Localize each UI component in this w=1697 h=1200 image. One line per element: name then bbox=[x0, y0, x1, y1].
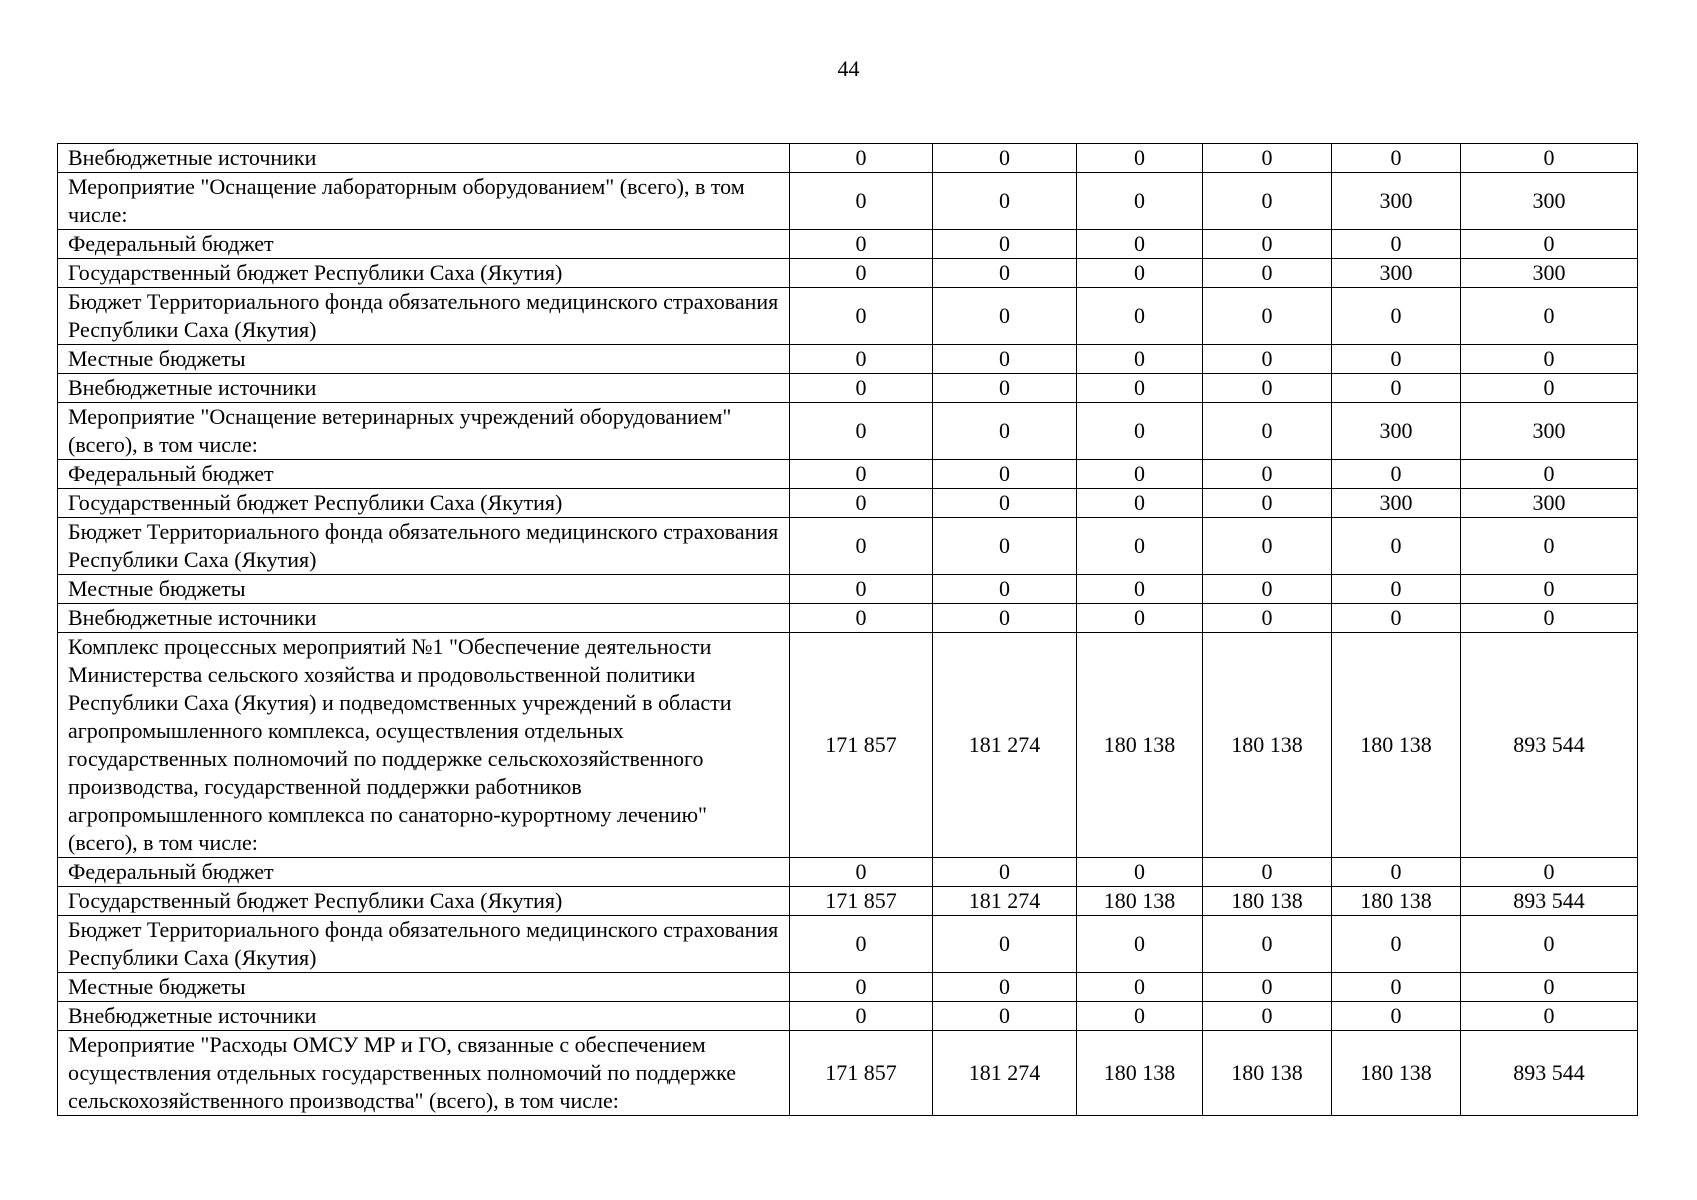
value-cell: 0 bbox=[1077, 374, 1203, 403]
value-cell: 0 bbox=[1461, 230, 1638, 259]
table-row bbox=[58, 518, 1638, 575]
row-label: Бюджет Территориального фонда обязательного медицинского страхования Республики Саха (Якутия) bbox=[58, 916, 790, 973]
value-cell: 0 bbox=[1203, 460, 1332, 489]
value-cell: 0 bbox=[1332, 288, 1461, 345]
value-cell: 0 bbox=[1461, 1002, 1638, 1031]
value-cell: 0 bbox=[933, 173, 1077, 230]
value-cell: 181 274 bbox=[933, 887, 1077, 916]
value-cell: 0 bbox=[933, 374, 1077, 403]
value-cell: 0 bbox=[1461, 144, 1638, 173]
value-cell: 0 bbox=[1203, 973, 1332, 1002]
value-cell: 0 bbox=[1461, 604, 1638, 633]
value-cell: 0 bbox=[1332, 858, 1461, 887]
table-row bbox=[58, 973, 1638, 1002]
value-cell: 0 bbox=[1077, 345, 1203, 374]
value-cell: 0 bbox=[1461, 858, 1638, 887]
table-row bbox=[58, 144, 1638, 173]
value-cell: 0 bbox=[933, 144, 1077, 173]
value-cell: 180 138 bbox=[1077, 887, 1203, 916]
value-cell: 300 bbox=[1461, 173, 1638, 230]
value-cell: 0 bbox=[1077, 858, 1203, 887]
budget-table-body bbox=[58, 144, 1638, 1116]
value-cell: 0 bbox=[1077, 288, 1203, 345]
value-cell: 893 544 bbox=[1461, 887, 1638, 916]
value-cell: 180 138 bbox=[1203, 633, 1332, 858]
value-cell: 0 bbox=[1077, 575, 1203, 604]
value-cell: 180 138 bbox=[1077, 1031, 1203, 1116]
value-cell: 0 bbox=[1203, 403, 1332, 460]
value-cell: 0 bbox=[790, 1002, 933, 1031]
page-number: 44 bbox=[837, 56, 860, 81]
table-row bbox=[58, 259, 1638, 288]
row-label: Внебюджетные источники bbox=[58, 604, 790, 633]
value-cell: 893 544 bbox=[1461, 633, 1638, 858]
value-cell: 0 bbox=[790, 489, 933, 518]
row-label: Федеральный бюджет bbox=[58, 460, 790, 489]
value-cell: 0 bbox=[1203, 230, 1332, 259]
row-label: Мероприятие "Расходы ОМСУ МР и ГО, связанные с обеспечением осуществления отдельных государственных полномочий по поддержке сельскохозяйственного производства" (всего), в том числе: bbox=[58, 1031, 790, 1116]
table-row bbox=[58, 887, 1638, 916]
value-cell: 171 857 bbox=[790, 1031, 933, 1116]
table-row bbox=[58, 1002, 1638, 1031]
value-cell: 181 274 bbox=[933, 633, 1077, 858]
row-label: Федеральный бюджет bbox=[58, 230, 790, 259]
value-cell: 0 bbox=[1077, 230, 1203, 259]
value-cell: 300 bbox=[1461, 403, 1638, 460]
value-cell: 0 bbox=[790, 973, 933, 1002]
value-cell: 0 bbox=[933, 489, 1077, 518]
value-cell: 0 bbox=[790, 604, 933, 633]
value-cell: 0 bbox=[790, 230, 933, 259]
value-cell: 0 bbox=[1077, 518, 1203, 575]
value-cell: 180 138 bbox=[1203, 1031, 1332, 1116]
value-cell: 0 bbox=[1077, 604, 1203, 633]
value-cell: 0 bbox=[790, 173, 933, 230]
value-cell: 300 bbox=[1461, 489, 1638, 518]
value-cell: 180 138 bbox=[1332, 1031, 1461, 1116]
value-cell: 0 bbox=[1203, 173, 1332, 230]
table-row bbox=[58, 489, 1638, 518]
value-cell: 0 bbox=[790, 345, 933, 374]
value-cell: 0 bbox=[933, 916, 1077, 973]
value-cell: 0 bbox=[933, 858, 1077, 887]
value-cell: 0 bbox=[1203, 858, 1332, 887]
value-cell: 300 bbox=[1332, 259, 1461, 288]
value-cell: 0 bbox=[790, 144, 933, 173]
value-cell: 0 bbox=[1077, 489, 1203, 518]
value-cell: 0 bbox=[790, 460, 933, 489]
value-cell: 180 138 bbox=[1332, 633, 1461, 858]
value-cell: 0 bbox=[1461, 288, 1638, 345]
value-cell: 300 bbox=[1332, 173, 1461, 230]
value-cell: 0 bbox=[1332, 973, 1461, 1002]
row-label: Внебюджетные источники bbox=[58, 1002, 790, 1031]
value-cell: 0 bbox=[1077, 460, 1203, 489]
value-cell: 0 bbox=[1332, 144, 1461, 173]
value-cell: 0 bbox=[933, 973, 1077, 1002]
value-cell: 0 bbox=[1077, 916, 1203, 973]
value-cell: 0 bbox=[933, 575, 1077, 604]
value-cell: 0 bbox=[1461, 575, 1638, 604]
row-label: Внебюджетные источники bbox=[58, 144, 790, 173]
table-row bbox=[58, 916, 1638, 973]
value-cell: 300 bbox=[1461, 259, 1638, 288]
value-cell: 0 bbox=[933, 403, 1077, 460]
value-cell: 0 bbox=[1461, 973, 1638, 1002]
value-cell: 0 bbox=[933, 288, 1077, 345]
value-cell: 0 bbox=[933, 460, 1077, 489]
value-cell: 0 bbox=[933, 230, 1077, 259]
table-row bbox=[58, 1031, 1638, 1116]
value-cell: 180 138 bbox=[1332, 887, 1461, 916]
row-label: Мероприятие "Оснащение ветеринарных учреждений оборудованием" (всего), в том числе: bbox=[58, 403, 790, 460]
value-cell: 0 bbox=[933, 345, 1077, 374]
row-label: Местные бюджеты bbox=[58, 575, 790, 604]
table-row bbox=[58, 345, 1638, 374]
value-cell: 0 bbox=[1461, 916, 1638, 973]
value-cell: 0 bbox=[1203, 604, 1332, 633]
value-cell: 0 bbox=[1332, 518, 1461, 575]
row-label: Мероприятие "Оснащение лабораторным оборудованием" (всего), в том числе: bbox=[58, 173, 790, 230]
value-cell: 0 bbox=[1203, 345, 1332, 374]
value-cell: 0 bbox=[1203, 288, 1332, 345]
row-label: Государственный бюджет Республики Саха (Якутия) bbox=[58, 489, 790, 518]
value-cell: 0 bbox=[1203, 144, 1332, 173]
value-cell: 0 bbox=[790, 259, 933, 288]
value-cell: 0 bbox=[1461, 374, 1638, 403]
value-cell: 0 bbox=[933, 259, 1077, 288]
value-cell: 0 bbox=[1461, 460, 1638, 489]
value-cell: 0 bbox=[1203, 489, 1332, 518]
value-cell: 0 bbox=[1461, 345, 1638, 374]
table-row bbox=[58, 858, 1638, 887]
row-label: Государственный бюджет Республики Саха (Якутия) bbox=[58, 259, 790, 288]
value-cell: 0 bbox=[790, 858, 933, 887]
table-row bbox=[58, 173, 1638, 230]
value-cell: 0 bbox=[1203, 1002, 1332, 1031]
value-cell: 0 bbox=[1332, 460, 1461, 489]
row-label: Внебюджетные источники bbox=[58, 374, 790, 403]
value-cell: 300 bbox=[1332, 489, 1461, 518]
value-cell: 0 bbox=[1332, 575, 1461, 604]
table-row bbox=[58, 604, 1638, 633]
budget-table bbox=[57, 143, 1638, 1116]
row-label: Комплекс процессных мероприятий №1 "Обеспечение деятельности Министерства сельского хозяйства и продовольственной политики Республики Саха (Якутия) и подведомственных учреждений в области агропромышленного комплекса, осуществления отдельных государственных полномочий по поддержке сельскохозяйственного производства, государственной поддержки работников агропромышленного комплекса по санаторно-курортному лечению" (всего), в том числе: bbox=[58, 633, 790, 858]
value-cell: 0 bbox=[933, 604, 1077, 633]
table-row bbox=[58, 374, 1638, 403]
value-cell: 0 bbox=[1332, 374, 1461, 403]
value-cell: 0 bbox=[1332, 604, 1461, 633]
row-label: Государственный бюджет Республики Саха (Якутия) bbox=[58, 887, 790, 916]
value-cell: 0 bbox=[1077, 144, 1203, 173]
table-row bbox=[58, 460, 1638, 489]
value-cell: 0 bbox=[1077, 403, 1203, 460]
row-label: Бюджет Территориального фонда обязательного медицинского страхования Республики Саха (Якутия) bbox=[58, 288, 790, 345]
value-cell: 0 bbox=[1332, 1002, 1461, 1031]
value-cell: 171 857 bbox=[790, 887, 933, 916]
value-cell: 180 138 bbox=[1203, 887, 1332, 916]
table-row bbox=[58, 288, 1638, 345]
value-cell: 0 bbox=[790, 916, 933, 973]
value-cell: 0 bbox=[790, 288, 933, 345]
value-cell: 0 bbox=[790, 518, 933, 575]
value-cell: 0 bbox=[790, 403, 933, 460]
value-cell: 0 bbox=[1203, 259, 1332, 288]
value-cell: 893 544 bbox=[1461, 1031, 1638, 1116]
table-row bbox=[58, 403, 1638, 460]
row-label: Бюджет Территориального фонда обязательного медицинского страхования Республики Саха (Якутия) bbox=[58, 518, 790, 575]
value-cell: 0 bbox=[1077, 973, 1203, 1002]
value-cell: 0 bbox=[1077, 1002, 1203, 1031]
value-cell: 300 bbox=[1332, 403, 1461, 460]
row-label: Местные бюджеты bbox=[58, 973, 790, 1002]
value-cell: 0 bbox=[1203, 916, 1332, 973]
value-cell: 0 bbox=[790, 575, 933, 604]
value-cell: 0 bbox=[1077, 173, 1203, 230]
value-cell: 0 bbox=[1203, 575, 1332, 604]
row-label: Федеральный бюджет bbox=[58, 858, 790, 887]
value-cell: 0 bbox=[790, 374, 933, 403]
value-cell: 0 bbox=[933, 1002, 1077, 1031]
table-row bbox=[58, 230, 1638, 259]
value-cell: 0 bbox=[1077, 259, 1203, 288]
value-cell: 0 bbox=[1332, 345, 1461, 374]
value-cell: 0 bbox=[1203, 374, 1332, 403]
value-cell: 171 857 bbox=[790, 633, 933, 858]
value-cell: 0 bbox=[1461, 518, 1638, 575]
row-label: Местные бюджеты bbox=[58, 345, 790, 374]
value-cell: 181 274 bbox=[933, 1031, 1077, 1116]
table-row bbox=[58, 575, 1638, 604]
value-cell: 0 bbox=[1332, 916, 1461, 973]
value-cell: 0 bbox=[1203, 518, 1332, 575]
value-cell: 0 bbox=[1332, 230, 1461, 259]
value-cell: 0 bbox=[933, 518, 1077, 575]
table-row bbox=[58, 633, 1638, 858]
value-cell: 180 138 bbox=[1077, 633, 1203, 858]
